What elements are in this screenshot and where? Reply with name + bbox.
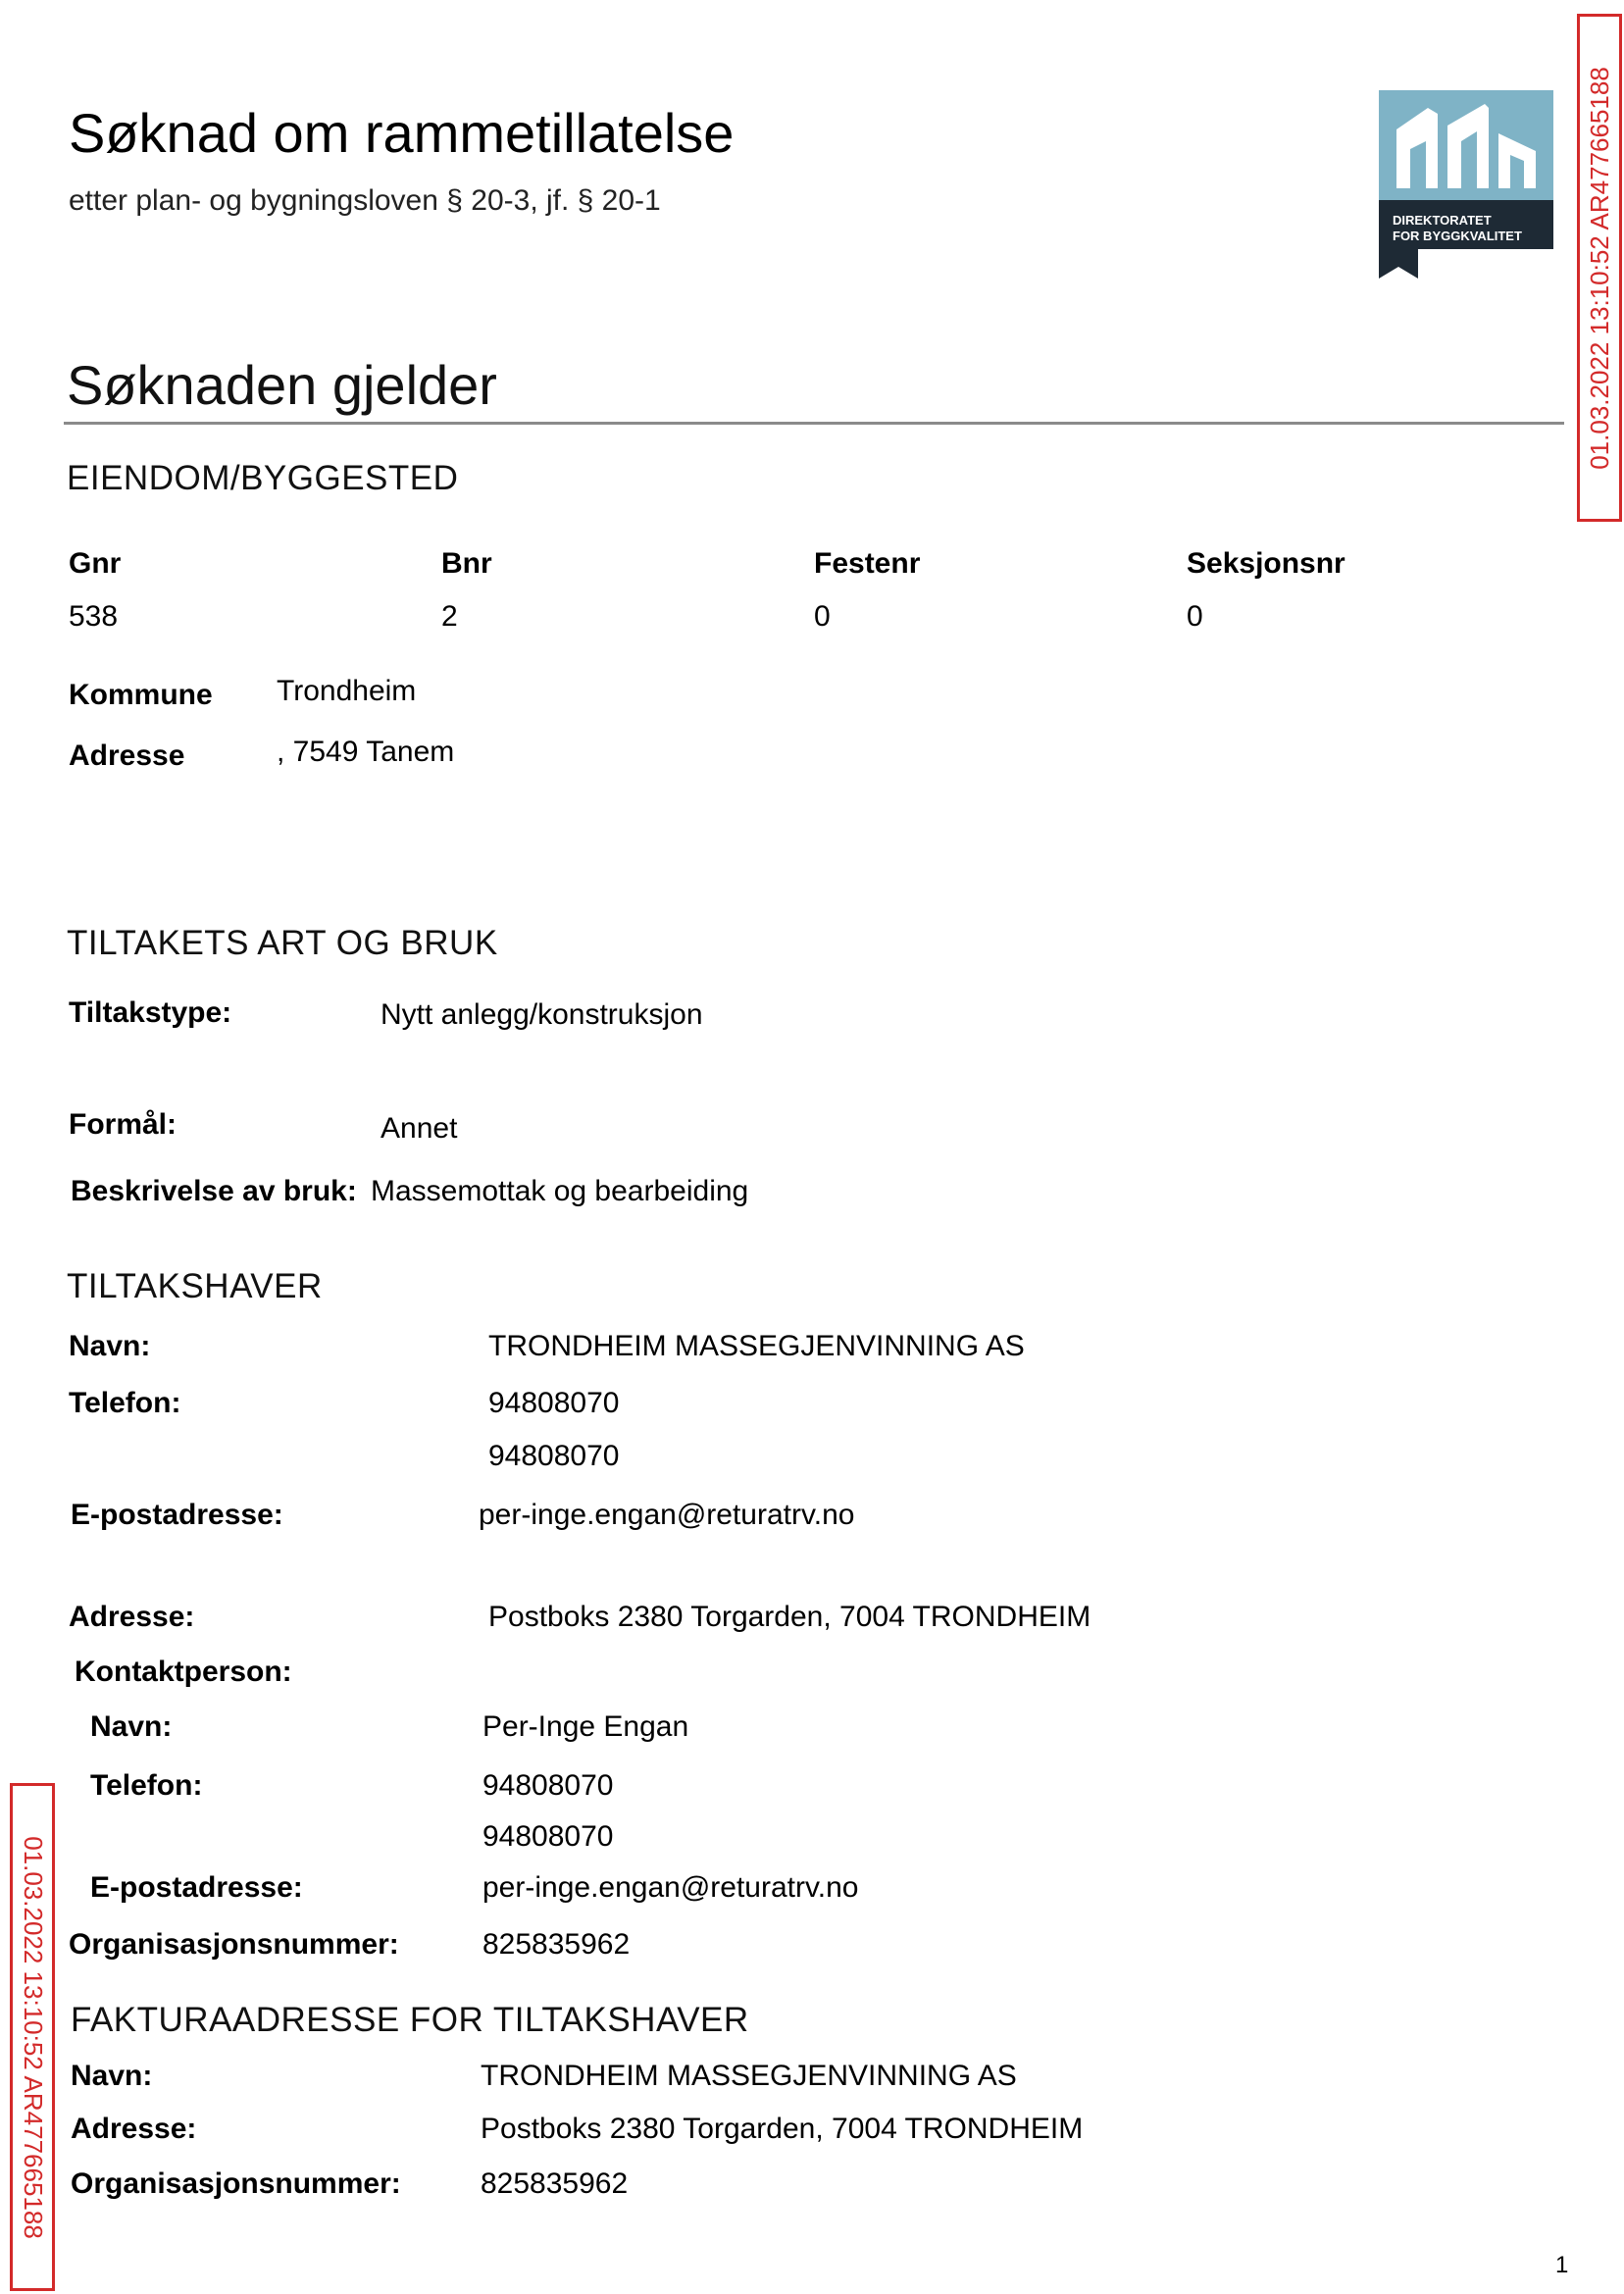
tiltakstype-value: Nytt anlegg/konstruksjon [381,998,703,1031]
kontakt-epost-value: per-inge.engan@returatrv.no [482,1871,859,1904]
section-tiltak: TILTAKETS ART OG BRUK [67,924,498,962]
page-title: Søknad om rammetillatelse [69,102,735,164]
beskrivelse-value: Massemottak og bearbeiding [371,1175,749,1207]
tiltakshaver-navn-label: Navn: [69,1330,151,1362]
faktura-navn-label: Navn: [71,2060,153,2092]
section-eiendom: EIENDOM/BYGGESTED [67,459,459,497]
kontakt-telefon2-value: 94808070 [482,1820,614,1853]
tiltakshaver-telefon1-value: 94808070 [488,1387,620,1419]
formal-label: Formål: [69,1108,178,1141]
building-logo-icon [1379,90,1553,279]
kommune-value: Trondheim [277,675,417,707]
stamp-text: 01.03.2022 13:10:52 AR477665188 [1584,66,1614,470]
stamp-text: 01.03.2022 13:10:52 AR477665188 [18,1835,48,2239]
faktura-adresse-value: Postboks 2380 Torgarden, 7004 TRONDHEIM [481,2113,1084,2145]
gnr-value: 538 [69,600,119,633]
adresse-value: , 7549 Tanem [277,736,455,768]
tiltakshaver-telefon2-value: 94808070 [488,1440,620,1472]
faktura-orgnr-label: Organisasjonsnummer: [71,2167,401,2200]
adresse-label: Adresse [69,739,185,772]
formal-value: Annet [381,1112,458,1145]
beskrivelse-label: Beskrivelse av bruk: [71,1175,357,1207]
festenr-value: 0 [814,600,831,633]
gnr-label: Gnr [69,547,122,580]
page-subtitle: etter plan- og bygningsloven § 20-3, jf. § 20-1 [69,184,661,217]
tiltakshaver-epost-label: E-postadresse: [71,1499,283,1531]
archive-stamp-top [1577,14,1622,522]
kontakt-telefon1-value: 94808070 [482,1769,614,1802]
bnr-value: 2 [441,600,458,633]
kommune-label: Kommune [69,679,213,711]
tiltakshaver-epost-value: per-inge.engan@returatrv.no [479,1499,855,1531]
kontakt-epost-label: E-postadresse: [90,1871,303,1904]
kontakt-navn-label: Navn: [90,1710,173,1743]
section-heading-soknaden: Søknaden gjelder [67,354,497,416]
orgnr-label: Organisasjonsnummer: [69,1928,399,1961]
section-tiltakshaver: TILTAKSHAVER [67,1267,323,1305]
kontakt-navn-value: Per-Inge Engan [482,1710,689,1743]
faktura-adresse-label: Adresse: [71,2113,197,2145]
heading-divider [64,422,1564,425]
faktura-navn-value: TRONDHEIM MASSEGJENVINNING AS [481,2060,1017,2092]
seksjonsnr-label: Seksjonsnr [1187,547,1345,580]
tiltakstype-label: Tiltakstype: [69,996,232,1029]
page-number: 1 [1555,2252,1569,2278]
logo-text-line1: DIREKTORATET [1393,213,1492,228]
kontaktperson-label: Kontaktperson: [75,1656,292,1688]
faktura-orgnr-value: 825835962 [481,2167,629,2200]
archive-stamp-bottom [10,1783,55,2291]
tiltakshaver-telefon-label: Telefon: [69,1387,181,1419]
orgnr-value: 825835962 [482,1928,631,1961]
kontakt-telefon-label: Telefon: [90,1769,203,1802]
tiltakshaver-adresse-value: Postboks 2380 Torgarden, 7004 TRONDHEIM [488,1601,1091,1633]
tiltakshaver-navn-value: TRONDHEIM MASSEGJENVINNING AS [488,1330,1025,1362]
section-faktura: FAKTURAADRESSE FOR TILTAKSHAVER [71,2001,749,2039]
bnr-label: Bnr [441,547,492,580]
seksjonsnr-value: 0 [1187,600,1203,633]
tiltakshaver-adresse-label: Adresse: [69,1601,195,1633]
dibk-logo [1379,90,1553,279]
festenr-label: Festenr [814,547,921,580]
logo-text-line2: FOR BYGGKVALITET [1393,229,1522,243]
